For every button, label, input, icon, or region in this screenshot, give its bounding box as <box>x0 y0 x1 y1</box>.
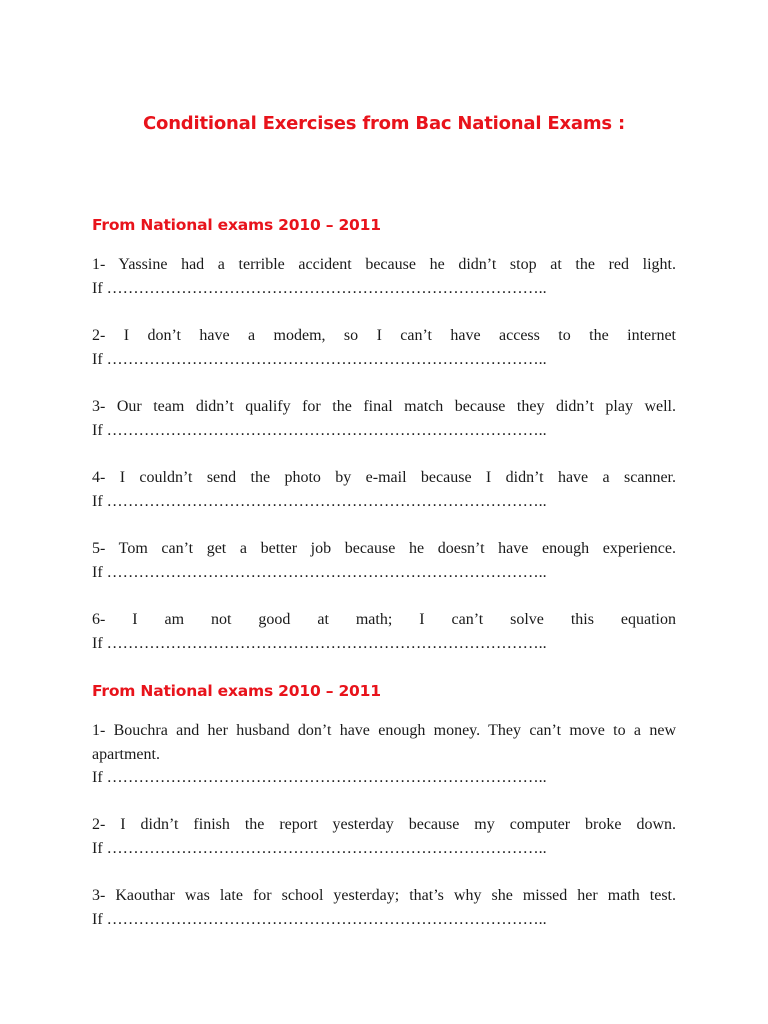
exercise-item <box>92 253 676 300</box>
exercise-item <box>92 395 676 442</box>
section-heading-1: From National exams 2010 – 2011 <box>92 216 381 234</box>
answer-line: If ……………………………………………………………………….. <box>92 563 547 581</box>
exercise-item <box>92 537 676 584</box>
exercise-question: 3- Kaouthar was late for school yesterday; that’s why she missed her math test. <box>92 887 676 904</box>
exercise-question: 1- Yassine had a terrible accident because he didn’t stop at the red light. <box>92 256 676 273</box>
answer-line: If ……………………………………………………………………….. <box>92 492 547 510</box>
section-heading-2: From National exams 2010 – 2011 <box>92 682 381 700</box>
answer-line: If ……………………………………………………………………….. <box>92 769 547 786</box>
answer-line: If ……………………………………………………………………….. <box>92 839 547 857</box>
exercise-question: 2- I don’t have a modem, so I can’t have access to the internet <box>92 327 676 344</box>
exercise-item <box>92 884 676 931</box>
exercise-question: 2- I didn’t finish the report yesterday because my computer broke down. <box>92 816 676 833</box>
exercise-question: 5- Tom can’t get a better job because he doesn’t have enough experience. <box>92 540 676 557</box>
exercise-item <box>92 813 676 860</box>
exercise-question: 6- I am not good at math; I can’t solve this equation <box>92 611 676 628</box>
exercise-question: 3- Our team didn’t qualify for the final match because they didn’t play well. <box>92 398 676 415</box>
exercise-question: 1- Bouchra and her husband don’t have enough money. They can’t move to a new apartment. <box>92 722 676 763</box>
exercise-item <box>92 608 676 655</box>
answer-line: If ……………………………………………………………………….. <box>92 634 547 652</box>
answer-line: If ……………………………………………………………………….. <box>92 350 547 368</box>
answer-line: If ……………………………………………………………………….. <box>92 910 547 928</box>
exercise-item <box>92 466 676 513</box>
exercise-item <box>92 324 676 371</box>
document-title: Conditional Exercises from Bac National Exams : <box>143 113 625 134</box>
exercise-item <box>92 719 676 790</box>
answer-line: If ……………………………………………………………………….. <box>92 279 547 297</box>
answer-line: If ……………………………………………………………………….. <box>92 421 547 439</box>
exercise-question: 4- I couldn’t send the photo by e-mail because I didn’t have a scanner. <box>92 469 676 486</box>
